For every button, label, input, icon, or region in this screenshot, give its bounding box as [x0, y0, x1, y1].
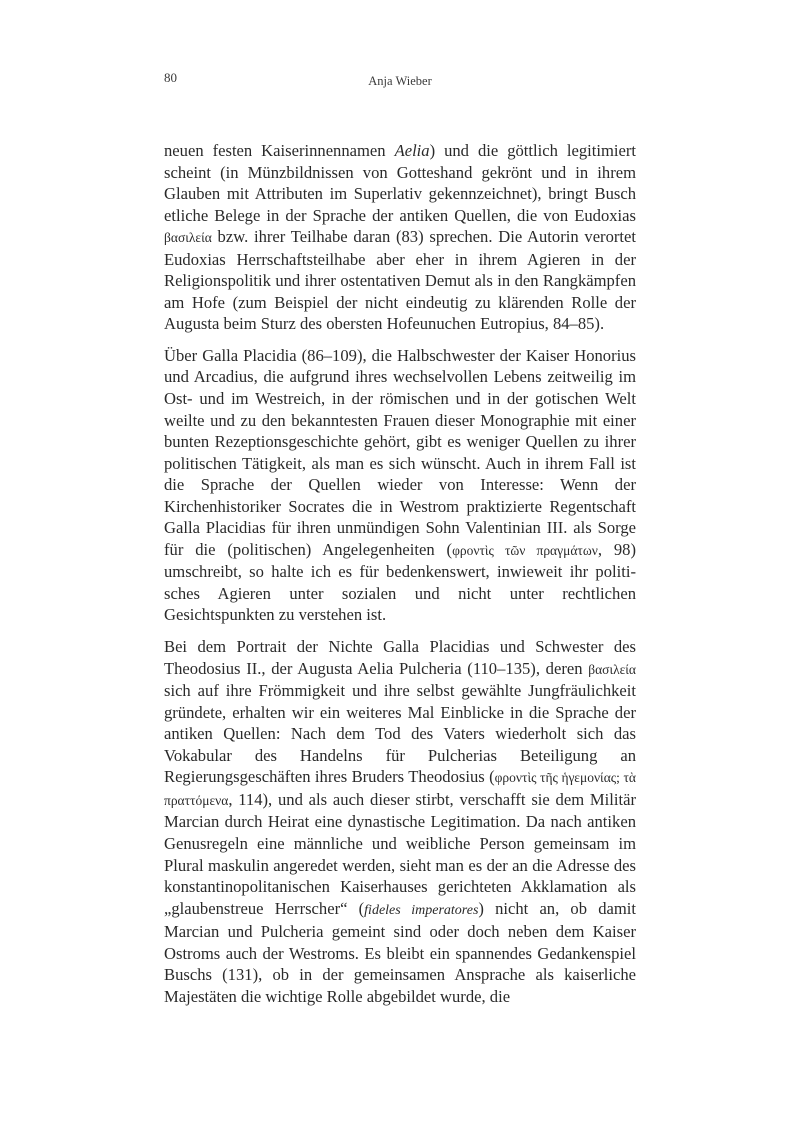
greek-term: φροντὶς τῆς ἡγεμονίας; τὰ πραττόμενα: [164, 770, 636, 808]
text-segment: bzw. ihrer Teilhabe daran (83) sprechen. Die Autorin verortet Eudoxias Herrschaftsteilhabe aber eher in ihrem Agieren in der Religionspolitik und ihrer ostentativen Demut als in den Rangkämpfen am Hofe (zum Beispiel der nicht eindeutig zu klärenden Rolle der Augusta beim Sturz des obersten Hofeunuchen Eutropius, 84–85).: [164, 227, 636, 334]
body-text: [164, 140, 636, 1017]
running-head-author: Anja Wieber: [368, 74, 432, 88]
italic-term: fideles imperatores: [364, 902, 479, 918]
text-segment: ) nicht an, ob damit Marcian und Pulcheria gemeint sind oder doch neben dem Kaiser Ostroms auch der Westroms. Es bleibt ein spannendes Gedankenspiel Buschs (131), ob in der gemeinsamen Ansprache als kaiserliche Majestäten die wichtige Rolle abgebildet wurde, die: [164, 898, 636, 1006]
text-segment: ) und die göttlich legitimiert scheint (in Münzbildnissen von Gotteshand gekrönt und in ihrem Glauben mit Attributen im Superlativ gekennzeichnet), bringt Busch etliche Belege in der Sprache der antiken Quellen, die von Eudoxias: [164, 141, 636, 225]
text-segment: Über Galla Placidia (86–109), die Halbschwester der Kaiser Honorius und Arcadius, die aufgrund ihres wechselvollen Lebens zeitweilig im Ost- und im Westreich, in der römischen und in der gotischen Welt weilte und zu den bekanntesten Frauen dieser Monographie mit einer bunten Rezeptionsgeschichte gehört, gibt es weniger Quellen zu ihrer politischen Tätigkeit, als man es sich wünscht. Auch in ihrem Fall ist die Sprache der Quellen wieder von Interesse: Wenn der Kirchenhistoriker Socrates die in Westrom praktizierte Regentschaft Galla Placidias für ihren unmündigen Sohn Valentinian III. als Sorge für die (politischen) Angelegenheiten (: [164, 345, 636, 559]
text-segment: , 98) umschreibt, so halte ich es für bedenkenswert, inwieweit ihr politisches Agieren unter sozialen und nicht unter rechtlichen Gesichtspunkten zu verstehen ist.: [164, 539, 636, 625]
paragraph-pulcheria: [164, 636, 636, 1007]
page-number: 80: [164, 70, 177, 85]
greek-term: βασιλεία: [164, 230, 212, 246]
italic-term: Aelia: [394, 141, 430, 160]
paragraph-eudoxia: [164, 140, 636, 335]
running-header: [164, 70, 636, 90]
text-segment: sich auf ihre Frömmigkeit und ihre selbst gewählte Jungfräulichkeit gründete, erhalten wir ein weiteres Mal Einblicke in die Sprache der antiken Quellen: Nach dem Tod des Vaters wiederholt sich das Vokabular des Handelns für Pulcherias Beteiligung an Regierungsgeschäften ihres Bruders Theodosius (: [164, 681, 636, 787]
text-segment: , 114), und als auch dieser stirbt, verschafft sie dem Militär Marcian durch Heirat eine dynastische Legitimation. Da nach antiken Genusregeln eine männliche und weibliche Person gemeinsam im Plural maskulin angeredet werden, sieht man es der an die Adresse des konstantinopolitanischen Kaiserhauses gerichteten Akklamation als „glaubenstreue Herrscher“ (: [164, 789, 636, 918]
text-segment: Bei dem Portrait der Nichte Galla Placidias und Schwester des Theodosius II., der Augusta Aelia Pulcheria (110–135), deren: [164, 637, 636, 678]
paragraph-galla-placidia: [164, 345, 636, 626]
text-segment: neuen festen Kaiserinnennamen: [164, 141, 395, 160]
greek-term: βασιλεία: [588, 661, 636, 677]
greek-term: φροντὶς τῶν πραγμάτων: [452, 542, 598, 558]
